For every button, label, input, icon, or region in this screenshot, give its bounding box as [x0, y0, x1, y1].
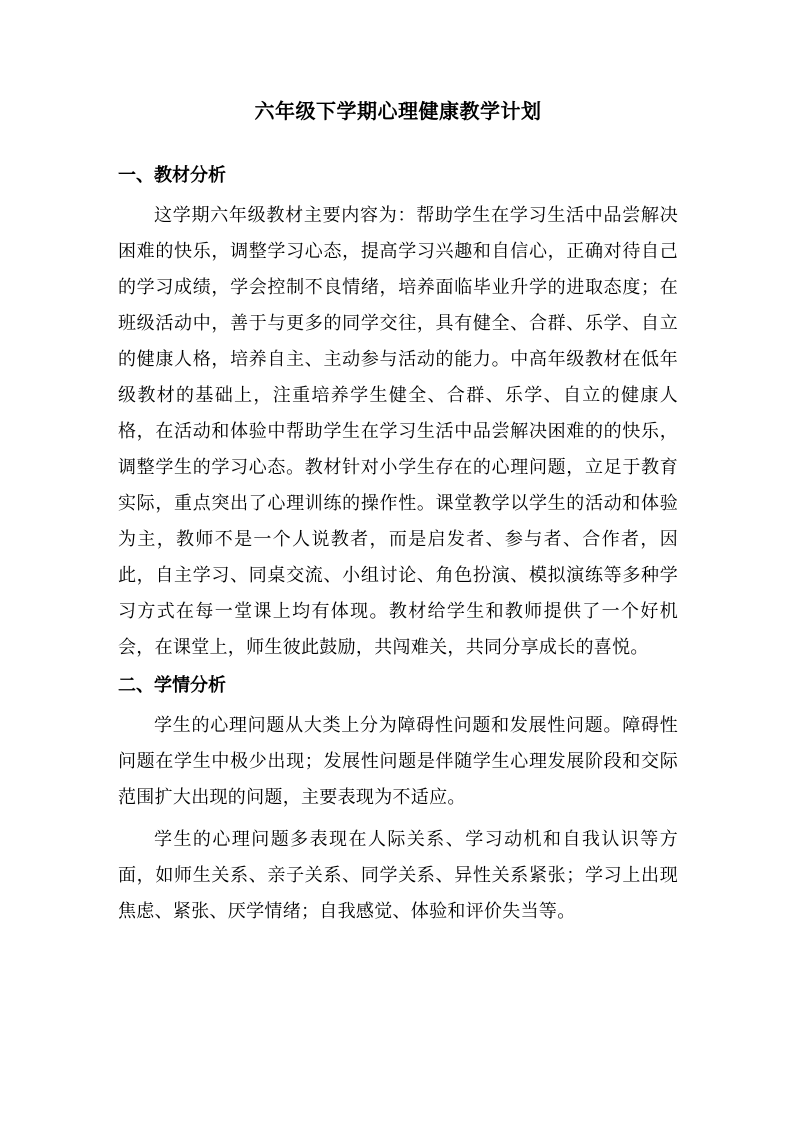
section-student-analysis — [118, 672, 678, 930]
document-page — [118, 96, 678, 930]
section-paragraph: 学生的心理问题从大类上分为障碍性问题和发展性问题。障碍性问题在学生中极少出现；发展性问题是伴随学生心理发展阶段和交际范围扩大出现的问题，主要表现为不适应。 — [118, 715, 678, 808]
document-title: 六年级下学期心理健康教学计划 — [254, 99, 542, 123]
section-heading: 二、学情分析 — [118, 675, 226, 696]
section-paragraph: 这学期六年级教材主要内容为：帮助学生在学习生活中品尝解决困难的快乐，调整学习心态，提高学习兴趣和自信心，正确对待自己的学习成绩，学会控制不良情绪，培养面临毕业升学的进取态度；在班级活动中，善于与更多的同学交往，具有健全、合群、乐学、自立的健康人格，培养自主、主动参与活动的能力。中高年级教材在低年级教材的基础上，注重培养学生健全、合群、乐学、自立的健康人格，在活动和体验中帮助学生在学习生活中品尝解决困难的的快乐，调整学生的学习心态。教材针对小学生存在的心理问题，立足于教育实际，重点突出了心理训练的操作性。课堂教学以学生的活动和体验为主，教师不是一个人说教者，而是启发者、参与者、合作者，因此，自主学习、同桌交流、小组讨论、角色扮演、模拟演练等多种学习方式在每一堂课上均有体现。教材给学生和教师提供了一个好机会，在课堂上，师生彼此鼓励，共闯难关，共同分享成长的喜悦。 — [118, 205, 678, 658]
section-textbook-analysis — [118, 162, 678, 666]
section-heading: 一、教材分析 — [118, 165, 226, 186]
section-paragraph: 学生的心理问题多表现在人际关系、学习动机和自我认识等方面，如师生关系、亲子关系、同学关系、异性关系紧张；学习上出现焦虑、紧张、厌学情绪；自我感觉、体验和评价失当等。 — [118, 829, 678, 922]
